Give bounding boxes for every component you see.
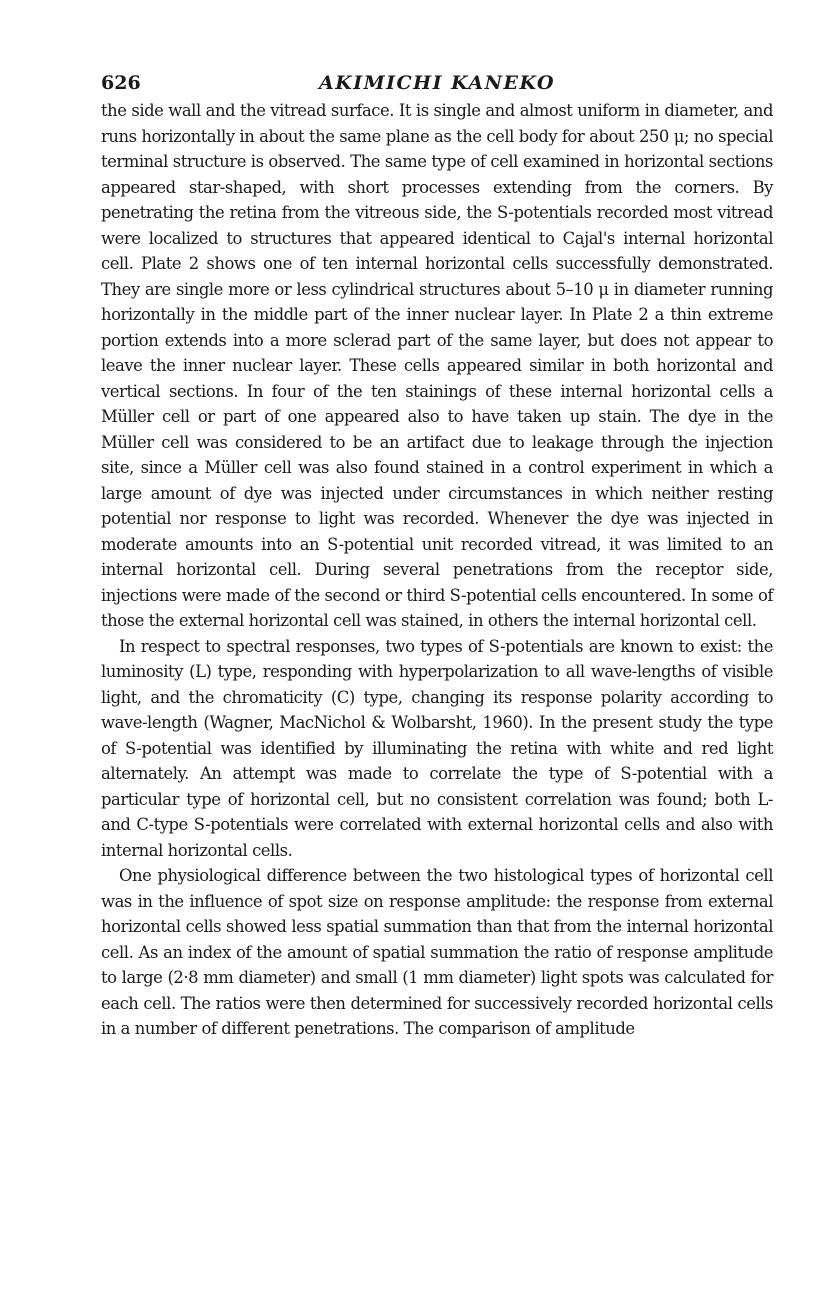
paragraph-spectral-responses: In respect to spectral responses, two types of S-potentials are known to exist: the luminosity (L) type, responding with hyperpolarization to all wave-lengths of visible light, and the chromaticity (C) type, changing its response polarity according to wave-length (Wagner, MacNichol & Wolbarsht, 1960). In the present study the type of S-potential was identified by illuminating the retina with white and red light alternately. An attempt was made to correlate the type of S-potential with a particular type of horizontal cell, but no consistent correlation was found; both L- and C-type S-potentials were correlated with external horizontal cells and also with internal horizontal cells. (101, 636, 773, 860)
paragraph-spot-size: One physiological difference between the two histological types of horizontal cell was in the influence of spot size on response amplitude: the response from external horizontal cells showed less spatial summation than that from the internal horizontal cell. As an index of the amount of spatial summation the ratio of response amplitude to large (2·8 mm diameter) and small (1 mm diameter) light spots was calculated for each cell. The ratios were then determined for successively recorded horizontal cells in a number of different penetrations. The comparison of amplitude (101, 866, 773, 1038)
running-head: AKIMICHI KANEKO (318, 72, 556, 94)
page-number: 626 (101, 72, 141, 94)
body-text (101, 98, 773, 1042)
page-header (101, 68, 773, 98)
journal-page (101, 68, 773, 1042)
paragraph-continuation: the side wall and the vitread surface. It is single and almost uniform in diameter, and runs horizontally in about the same plane as the cell body for about 250 μ; no special terminal structure is observed. The same type of cell examined in horizontal sections appeared star-shaped, with short processes extending from the corners. By penetrating the retina from the vitreous side, the S-potentials recorded most vitread were localized to structures that appeared identical to Cajal's internal horizontal cell. Plate 2 shows one of ten internal horizontal cells successfully demonstrated. They are single more or less cylindrical structures about 5–10 μ in diameter running horizontally in the middle part of the inner nuclear layer. In Plate 2 a thin extreme portion extends into a more sclerad part of the same layer, but does not appear to leave the inner nuclear layer. These cells appeared similar in both horizontal and vertical sections. In four of the ten stainings of these internal horizontal cells a Müller cell or part of one appeared also to have taken up stain. The dye in the Müller cell was considered to be an artifact due to leakage through the injection site, since a Müller cell was also found stained in a control experiment in which a large amount of dye was injected under circumstances in which neither resting potential nor response to light was recorded. Whenever the dye was injected in moderate amounts into an S-potential unit recorded vitread, it was limited to an internal horizontal cell. During several penetrations from the receptor side, injections were made of the second or third S-potential cells encountered. In some of those the external horizontal cell was stained, in others the internal horizontal cell. (101, 101, 773, 630)
